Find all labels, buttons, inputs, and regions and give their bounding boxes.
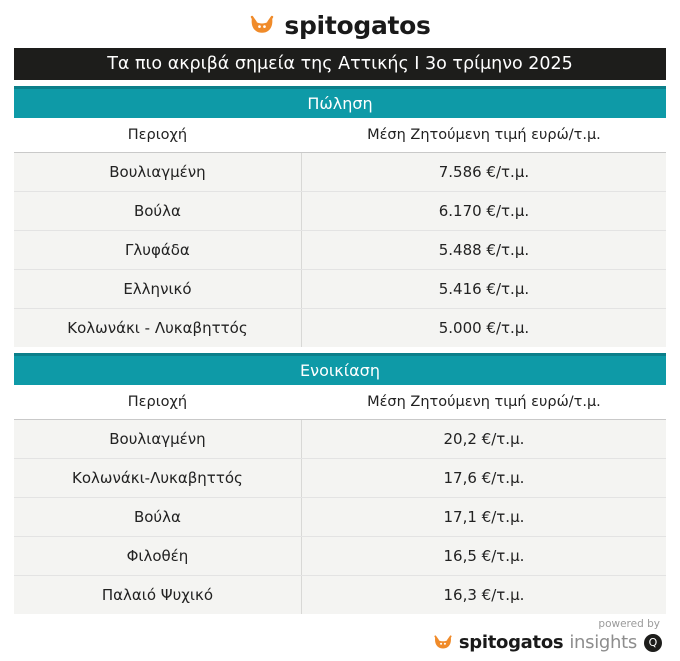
footer bbox=[433, 618, 662, 653]
column-header-price: Μέση Ζητούμενη τιμή ευρώ/τ.μ. bbox=[301, 118, 666, 153]
footer-product-name: insights bbox=[569, 632, 637, 653]
cell-price: 5.000 €/τ.μ. bbox=[301, 309, 666, 348]
cell-area: Κολωνάκι - Λυκαβηττός bbox=[14, 309, 301, 348]
cat-head-icon bbox=[249, 14, 275, 36]
table-header-row bbox=[14, 118, 666, 153]
page-title: Τα πιο ακριβά σημεία της Αττικής Ι 3ο τρίμηνο 2025 bbox=[14, 48, 666, 80]
cell-price: 16,5 €/τ.μ. bbox=[301, 537, 666, 576]
table-row bbox=[14, 498, 666, 537]
table-header-row bbox=[14, 385, 666, 420]
table-row bbox=[14, 420, 666, 459]
powered-by-label: powered by bbox=[598, 618, 660, 630]
column-header-price: Μέση Ζητούμενη τιμή ευρώ/τ.μ. bbox=[301, 385, 666, 420]
footer-brand-name: spitogatos bbox=[458, 632, 564, 653]
cell-area: Γλυφάδα bbox=[14, 231, 301, 270]
cell-area: Βουλιαγμένη bbox=[14, 420, 301, 459]
cell-price: 16,3 €/τ.μ. bbox=[301, 576, 666, 615]
brand-header bbox=[14, 0, 666, 45]
cat-head-icon bbox=[433, 634, 453, 651]
table-row bbox=[14, 231, 666, 270]
sale-price-table bbox=[14, 118, 666, 347]
cell-price: 6.170 €/τ.μ. bbox=[301, 192, 666, 231]
cell-price: 17,1 €/τ.μ. bbox=[301, 498, 666, 537]
cell-price: 5.416 €/τ.μ. bbox=[301, 270, 666, 309]
table-row bbox=[14, 576, 666, 615]
cell-area: Βούλα bbox=[14, 192, 301, 231]
brand-name: spitogatos bbox=[284, 10, 431, 40]
cell-area: Φιλοθέη bbox=[14, 537, 301, 576]
cell-price: 17,6 €/τ.μ. bbox=[301, 459, 666, 498]
table-row bbox=[14, 459, 666, 498]
section-header-rent: Ενοικίαση bbox=[14, 353, 666, 385]
table-row bbox=[14, 270, 666, 309]
cell-area: Κολωνάκι-Λυκαβηττός bbox=[14, 459, 301, 498]
cell-price: 20,2 €/τ.μ. bbox=[301, 420, 666, 459]
cell-area: Βούλα bbox=[14, 498, 301, 537]
cell-area: Παλαιό Ψυχικό bbox=[14, 576, 301, 615]
section-header-sale: Πώληση bbox=[14, 86, 666, 118]
cell-price: 7.586 €/τ.μ. bbox=[301, 153, 666, 192]
cell-price: 5.488 €/τ.μ. bbox=[301, 231, 666, 270]
column-header-area: Περιοχή bbox=[14, 385, 301, 420]
cell-area: Ελληνικό bbox=[14, 270, 301, 309]
table-row bbox=[14, 537, 666, 576]
insights-mark-icon: Q bbox=[644, 634, 662, 652]
rent-price-table bbox=[14, 385, 666, 614]
table-row bbox=[14, 153, 666, 192]
table-row bbox=[14, 192, 666, 231]
column-header-area: Περιοχή bbox=[14, 118, 301, 153]
cell-area: Βουλιαγμένη bbox=[14, 153, 301, 192]
footer-brand bbox=[433, 632, 662, 653]
table-row bbox=[14, 309, 666, 348]
